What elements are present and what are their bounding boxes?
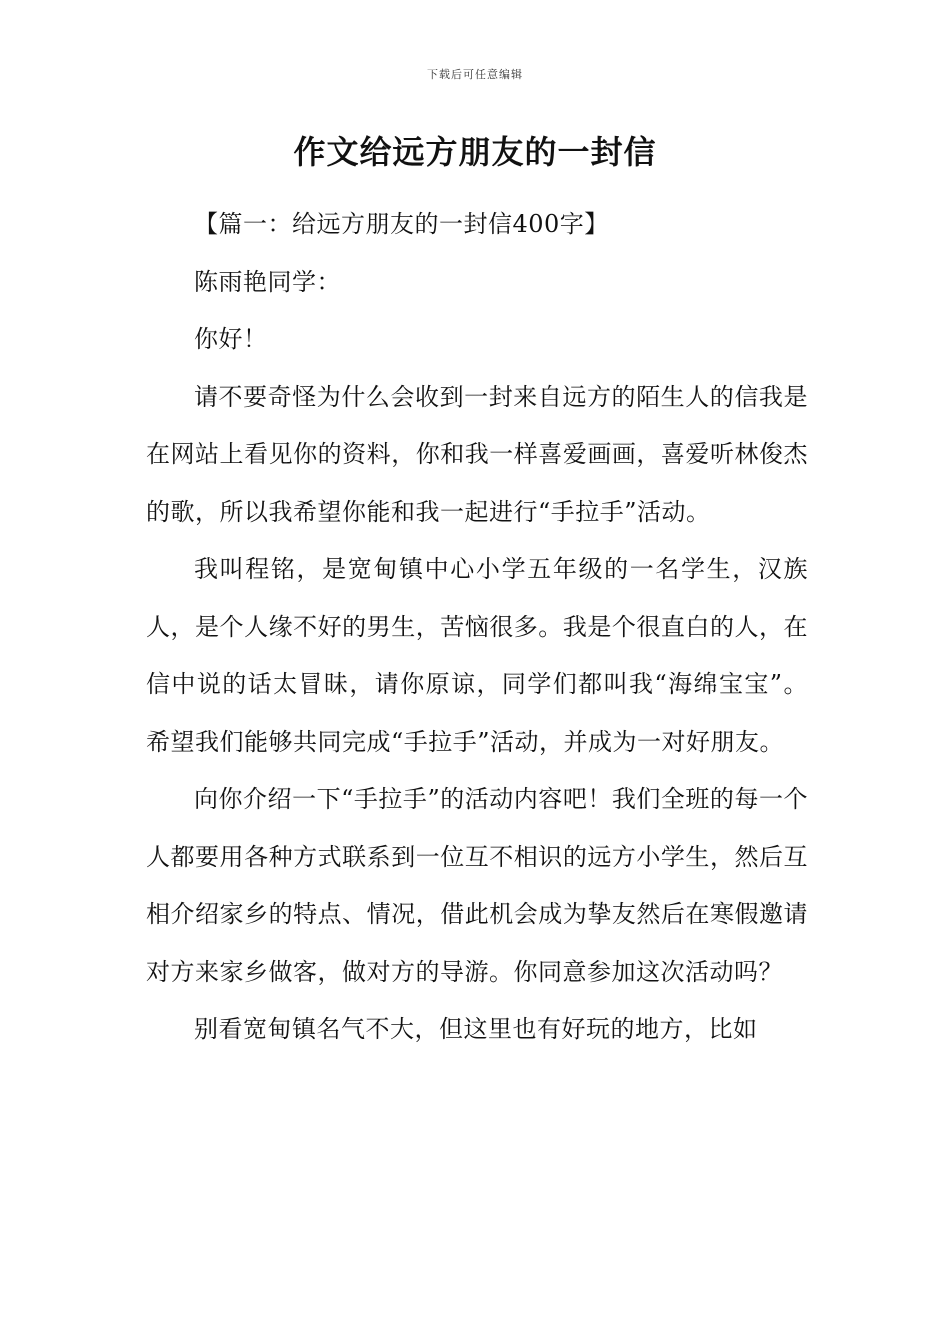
paragraph: 别看宽甸镇名气不大，但这里也有好玩的地方，比如 [194, 1015, 758, 1043]
header-note: 下载后可任意编辑 [427, 68, 523, 81]
document-title: 作文给远方朋友的一封信 [293, 133, 657, 171]
greeting: 你好！ [194, 325, 268, 353]
section-heading: 【篇一：给远方朋友的一封信400字】 [194, 210, 609, 238]
letter-body [146, 196, 808, 1059]
paragraph: 向你介绍一下“手拉手”的活动内容吧！我们全班的每一个人都要用各种方式联系到一位互不相识的远方小学生，然后互相介绍家乡的特点、情况，借此机会成为挚友然后在寒假邀请对方来家乡做客，做对方的导游。你同意参加这次活动吗？ [146, 785, 808, 986]
paragraph: 我叫程铭，是宽甸镇中心小学五年级的一名学生，汉族人，是个人缘不好的男生，苦恼很多。我是个很直白的人，在信中说的话太冒昧，请你原谅，同学们都叫我“海绵宝宝”。希望我们能够共同完成“手拉手”活动，并成为一对好朋友。 [146, 555, 808, 756]
salutation: 陈雨艳同学： [194, 267, 341, 296]
paragraph: 请不要奇怪为什么会收到一封来自远方的陌生人的信我是在网站上看见你的资料，你和我一样喜爱画画，喜爱听林俊杰的歌，所以我希望你能和我一起进行“手拉手”活动。 [146, 382, 808, 526]
